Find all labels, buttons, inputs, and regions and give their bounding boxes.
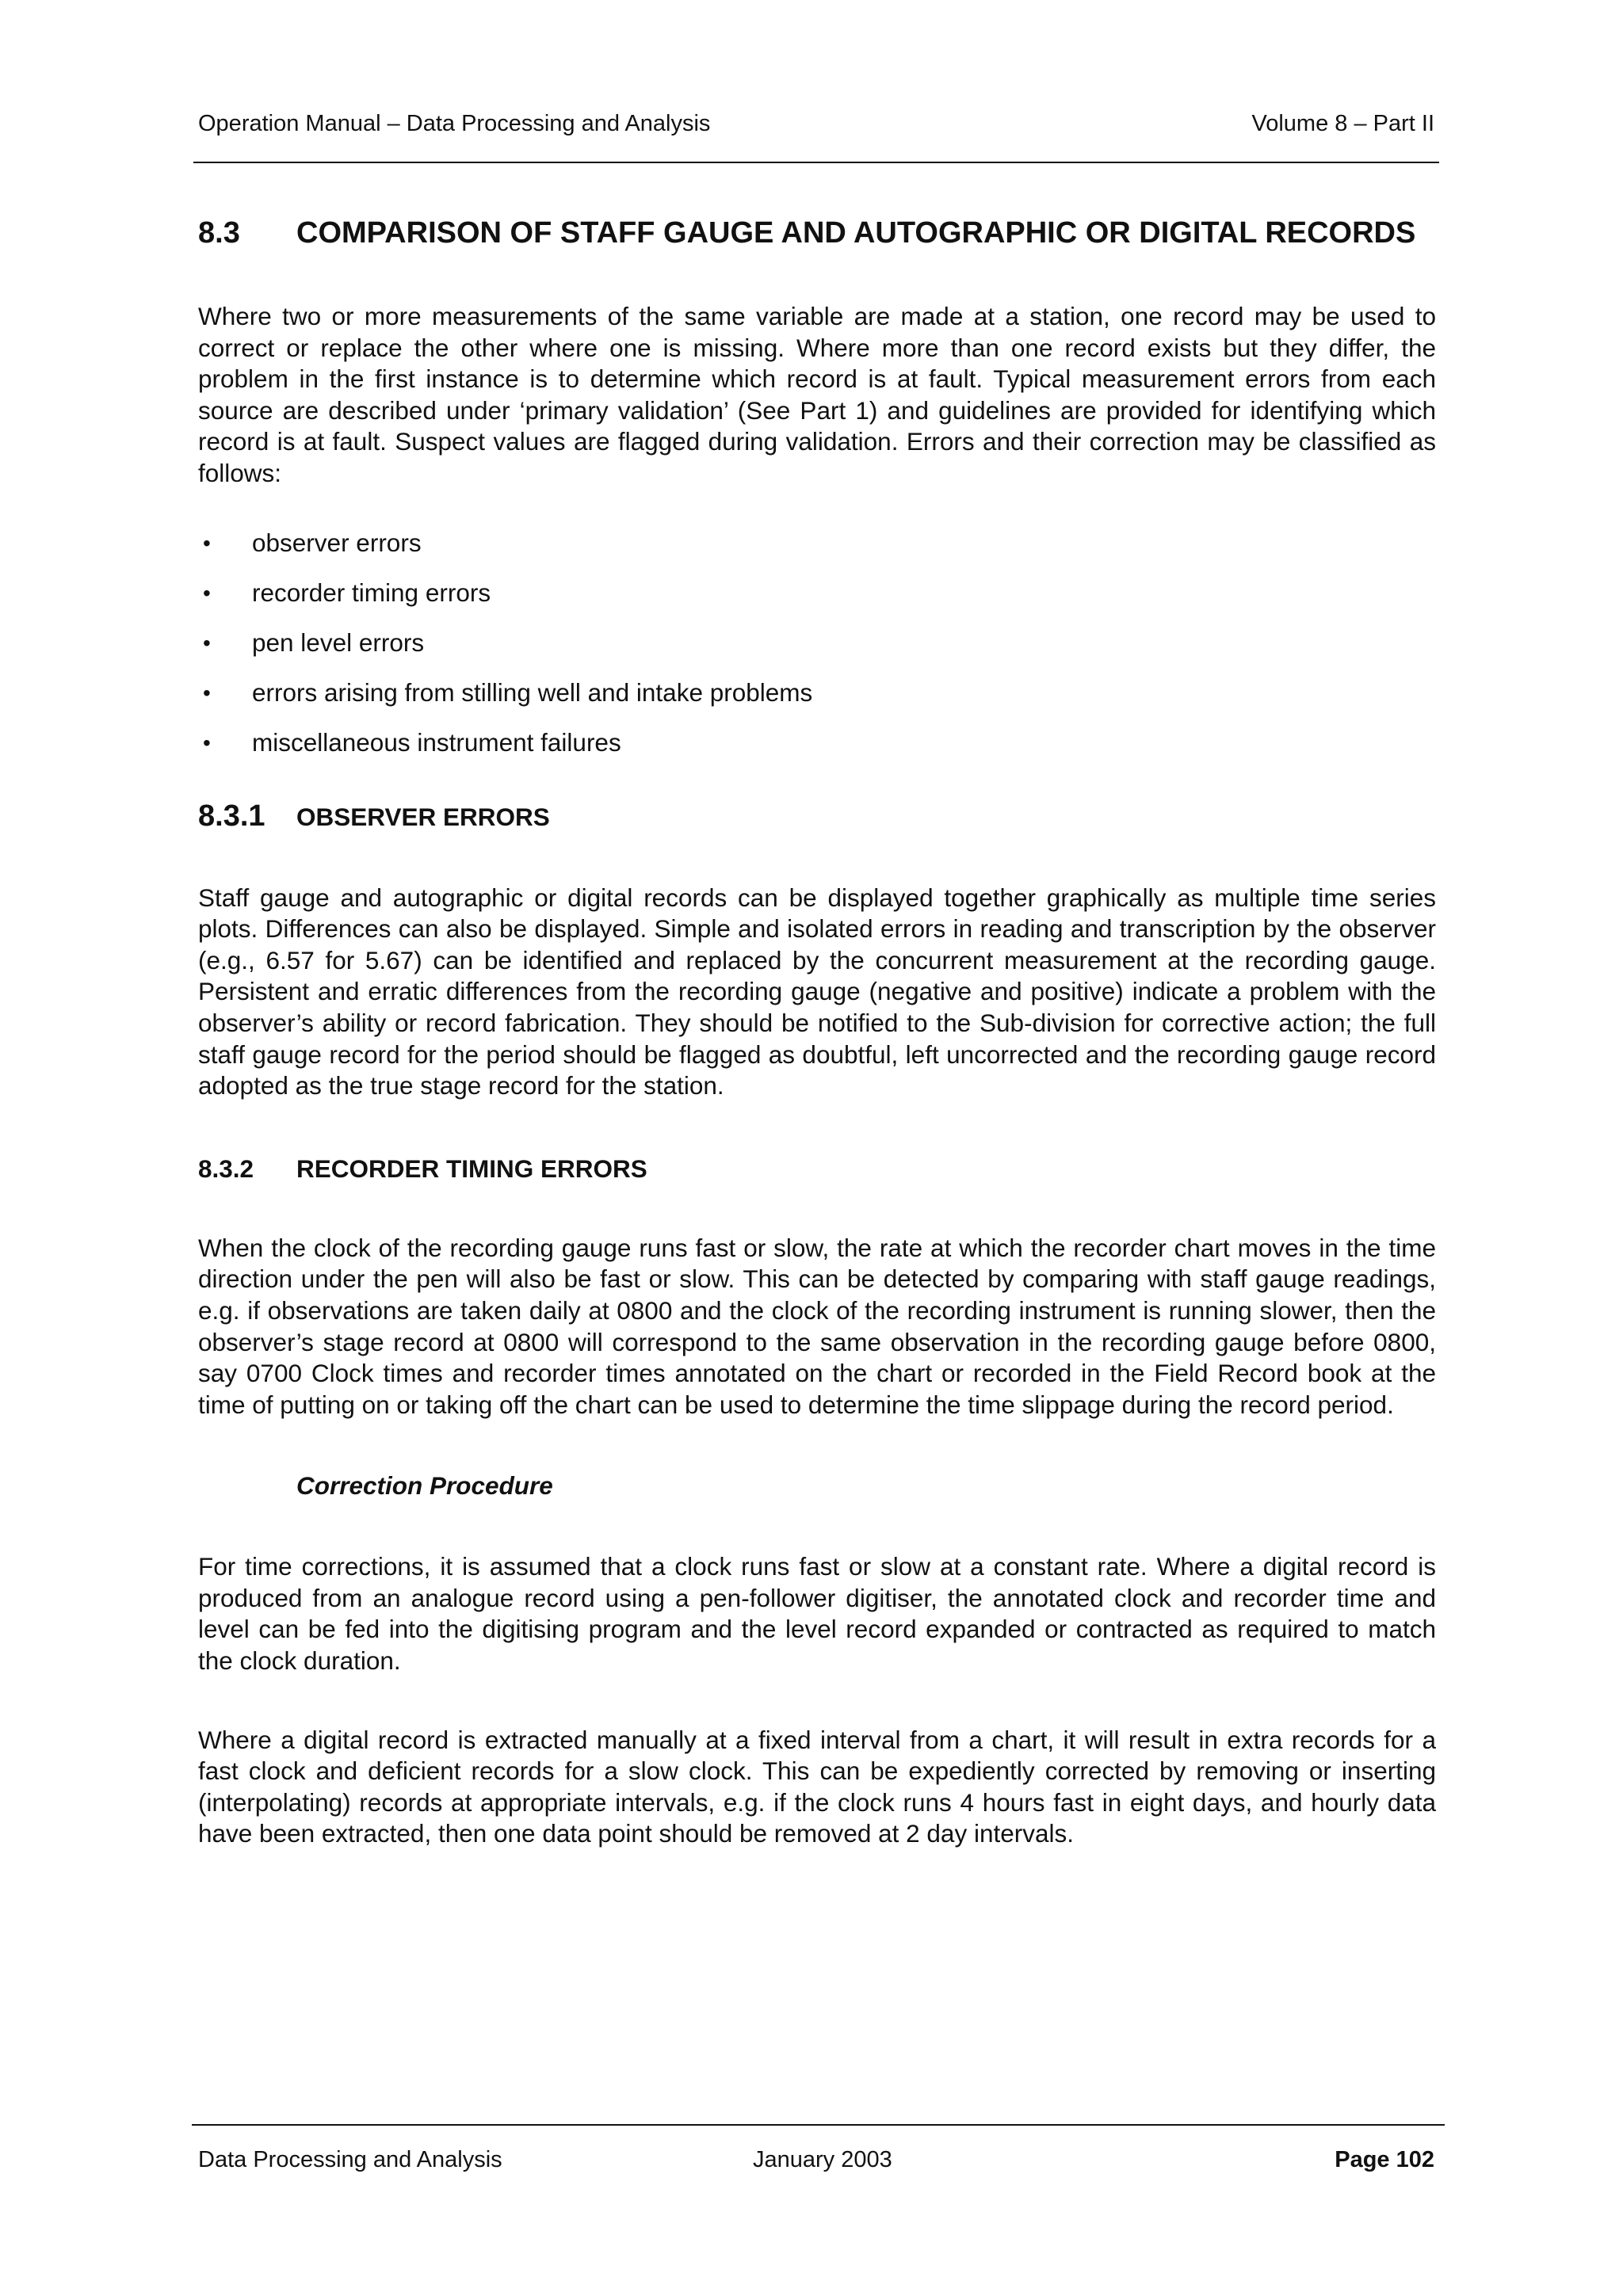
header-manual-title: Operation Manual – Data Processing and Analysis	[198, 111, 711, 136]
section-title: COMPARISON OF STAFF GAUGE AND AUTOGRAPHIC OR DIGITAL RECORDS	[296, 216, 1416, 250]
page-number: Page 102	[1335, 2147, 1434, 2172]
list-item: • pen level errors	[198, 627, 1436, 658]
observer-errors-heading	[198, 799, 1436, 833]
list-item: • miscellaneous instrument failures	[198, 727, 1436, 758]
recorder-timing-paragraph: When the clock of the recording gauge runs fast or slow, the rate at which the recorder chart moves in the time direction under the pen will also be fast or slow. This can be detected by comparing with staff gauge readings, e.g. if observations are taken daily at 0800 and the clock of the recording instrument is running slower, then the observer’s stage record at 0800 will correspond to the same observation in the recording gauge before 0800, say 0700 Clock times and recorder times annotated on the chart or recorded in the Field Record book at the time of putting on or taking off the chart can be used to determine the time slippage during the record period.	[198, 1233, 1436, 1419]
page-content	[198, 214, 1436, 1850]
observer-errors-paragraph: Staff gauge and autographic or digital records can be displayed together graphically as multiple time series plots. Differences can also be displayed. Simple and isolated errors in reading and transcription by the observer (e.g., 6.57 for 5.67) can be identified and replaced by the concurrent measurement at the recording gauge. Persistent and erratic differences from the recording gauge (negative and positive) indicate a problem with the observer’s ability or record fabrication. They should be notified to the Sub-division for corrective action; the full staff gauge record for the period should be flagged as doubtful, left uncorrected and the recording gauge record adopted as the true stage record for the station.	[198, 883, 1436, 1100]
bullet-icon: •	[203, 680, 211, 705]
footer-document-title: Data Processing and Analysis	[198, 2147, 502, 2172]
page-footer	[198, 2147, 1434, 2182]
recorder-timing-number: 8.3.2	[198, 1154, 254, 1183]
page-header	[198, 111, 1434, 146]
list-item: • observer errors	[198, 528, 1436, 559]
recorder-timing-title: RECORDER TIMING ERRORS	[296, 1154, 647, 1183]
header-rule	[193, 162, 1439, 163]
footer-date: January 2003	[753, 2147, 892, 2172]
observer-errors-number: 8.3.1	[198, 799, 265, 833]
recorder-timing-heading	[198, 1154, 1436, 1184]
bullet-icon: •	[203, 630, 211, 655]
list-item: • errors arising from stilling well and intake problems	[198, 677, 1436, 708]
bullet-icon: •	[203, 530, 211, 555]
bullet-icon: •	[203, 580, 211, 605]
correction-procedure-paragraph-1: For time corrections, it is assumed that a clock runs fast or slow at a constant rate. Where a digital record is produced from an analogue record using a pen-follower digitiser, the annotated clock and recorder time and level can be fed into the digitising program and the level record expanded or contracted as required to match the clock duration.	[198, 1552, 1436, 1676]
error-classification-list	[198, 528, 1436, 758]
bullet-icon: •	[203, 730, 211, 755]
section-number: 8.3	[198, 216, 240, 250]
intro-paragraph: Where two or more measurements of the same variable are made at a station, one record may be used to correct or replace the other where one is missing. Where more than one record exists but they differ, the problem in the first instance is to determine which record is at fault. Typical measurement errors from each source are described under ‘primary validation’ (See Part 1) and guidelines are provided for identifying which record is at fault. Suspect values are flagged during validation. Errors and their correction may be classified as follows:	[198, 302, 1436, 487]
observer-errors-title: OBSERVER ERRORS	[296, 802, 550, 831]
header-volume: Volume 8 – Part II	[1251, 111, 1434, 136]
list-item: • recorder timing errors	[198, 578, 1436, 608]
correction-procedure-paragraph-2: Where a digital record is extracted manually at a fixed interval from a chart, it will result in extra records for a fast clock and deficient records for a slow clock. This can be expediently corrected by removing or inserting (interpolating) records at appropriate intervals, e.g. if the clock runs 4 hours fast in eight days, and hourly data have been extracted, then one data point should be removed at 2 day intervals.	[198, 1725, 1436, 1848]
footer-rule	[192, 2124, 1445, 2126]
section-heading	[198, 214, 1436, 252]
correction-procedure-heading: Correction Procedure	[296, 1471, 553, 1501]
